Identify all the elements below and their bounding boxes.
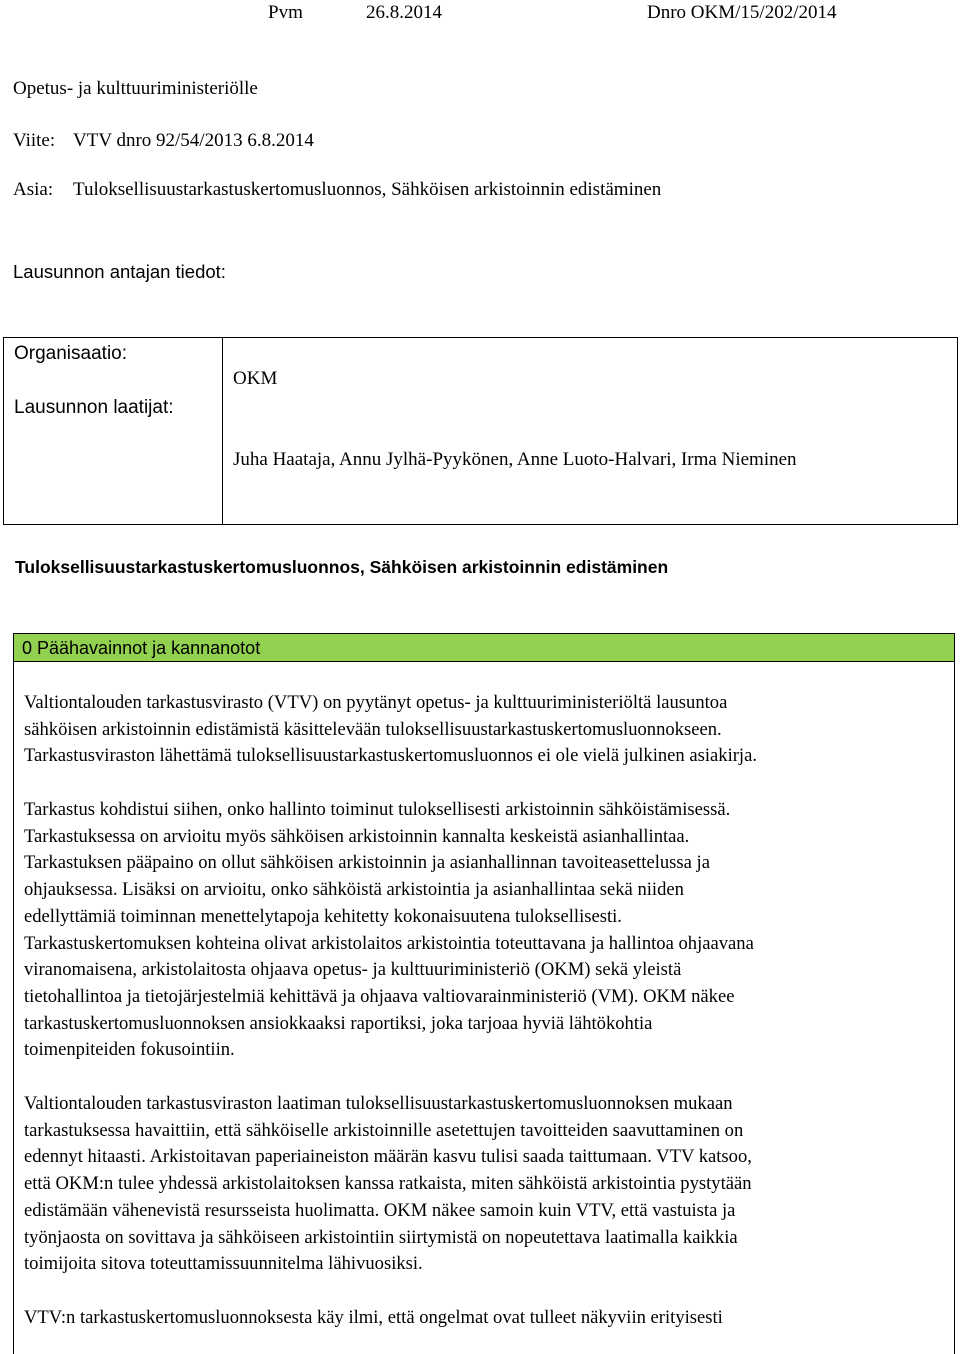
- authors-value: Juha Haataja, Annu Jylhä-Pyykönen, Anne Luoto-Halvari, Irma Nieminen: [233, 449, 797, 470]
- section-title: Tuloksellisuustarkastuskertomusluonnos, Sähköisen arkistoinnin edistäminen: [15, 557, 669, 577]
- paragraph-1: Valtiontalouden tarkastusvirasto (VTV) on pyytänyt opetus- ja kulttuuriministeriöltä lausuntoa sähköisen arkistoinnin edistämistä käsittelevään tuloksellisuustarkastuskertomusluonnokseen. Tarkastusviraston lähettämä tuloksellisuustarkastuskertomusluonnos ei ole vielä julkinen asiakirja.: [24, 692, 757, 767]
- document-number: Dnro OKM/15/202/2014: [647, 2, 837, 23]
- paragraph-3: Valtiontalouden tarkastusviraston laatiman tuloksellisuustarkastuskertomusluonnoksen mukaan tarkastuksessa havaittiin, että sähköiselle arkistoinnille asetettujen tavoitteiden saavuttaminen on edennyt hitaasti. Arkistoitavan paperiaineiston määrän kasvu tulisi saada taittumaan. VTV katsoo, että OKM:n tulee yhdessä arkistolaitoksen kanssa ratkaista, miten sähköistä arkistointia pystytään edistämään vähenevistä resursseista huolimatta. OKM näkee samoin kuin VTV, että vastuista ja työnjaosta on sovittava ja sähköiseen arkistointiin siirtymistä on nopeutettava laatimalla kaikkia toimijoita sitova toteuttamissuunnitelma lähivuosiksi.: [24, 1093, 752, 1275]
- subject-line: [13, 179, 662, 201]
- issuer-heading: Lausunnon antajan tiedot:: [13, 261, 226, 282]
- organization-label: Organisaatio:: [14, 343, 128, 364]
- date-label: Pvm: [268, 2, 303, 23]
- subject-label: Asia:: [13, 179, 54, 200]
- table-divider: [222, 338, 223, 524]
- organization-value: OKM: [233, 368, 278, 389]
- subject-text: Tuloksellisuustarkastuskertomusluonnos, Sähköisen arkistoinnin edistäminen: [73, 179, 662, 200]
- recipient: Opetus- ja kulttuuriministeriölle: [13, 78, 258, 99]
- findings-heading: 0 Päähavainnot ja kannanotot: [22, 638, 261, 658]
- reference-label: Viite:: [13, 130, 56, 151]
- findings-heading-bar: [14, 634, 954, 662]
- document-header: [0, 2, 960, 24]
- authors-label: Lausunnon laatijat:: [14, 397, 174, 418]
- paragraph-2: Tarkastus kohdistui siihen, onko hallinto toiminut tuloksellisesti arkistoinnin sähköistämisessä. Tarkastuksessa on arvioitu myös sähköisen arkistoinnin kannalta keskeistä asianhallintaa. Tarkastuksen pääpaino on ollut sähköisen arkistoinnin ja asianhallinnan tavoiteasettelussa ja ohjauksessa. Lisäksi on arvioitu, onko sähköistä arkistointia ja asianhallintaa sekä niiden edellyttämiä toiminnan menettelytapoja kehitetty kokonaisuutena tuloksellisesti. Tarkastuskertomuksen kohteina olivat arkistolaitos arkistointia toteuttavana ja hallintoa ohjaavana viranomaisena, arkistolaitosta ohjaava opetus- ja kulttuuriministeriö (OKM) sekä yleistä tietohallintoa ja tietojärjestelmiä kehittävä ja ohjaava valtiovarainministeriö (VM). OKM näkee tarkastuskertomusluonnoksen ansiokkaaksi raportiksi, joka tarjoaa hyviä lähtökohtia toimenpiteiden fokusointiin.: [24, 799, 754, 1061]
- findings-box: [13, 633, 955, 1354]
- reference-line: [13, 130, 314, 152]
- document-date: 26.8.2014: [366, 2, 442, 23]
- issuer-info-table: [3, 337, 958, 525]
- paragraph-4: VTV:n tarkastuskertomusluonnoksesta käy ilmi, että ongelmat ovat tulleet näkyviin erityisesti: [24, 1307, 723, 1328]
- reference-text: VTV dnro 92/54/2013 6.8.2014: [73, 130, 314, 151]
